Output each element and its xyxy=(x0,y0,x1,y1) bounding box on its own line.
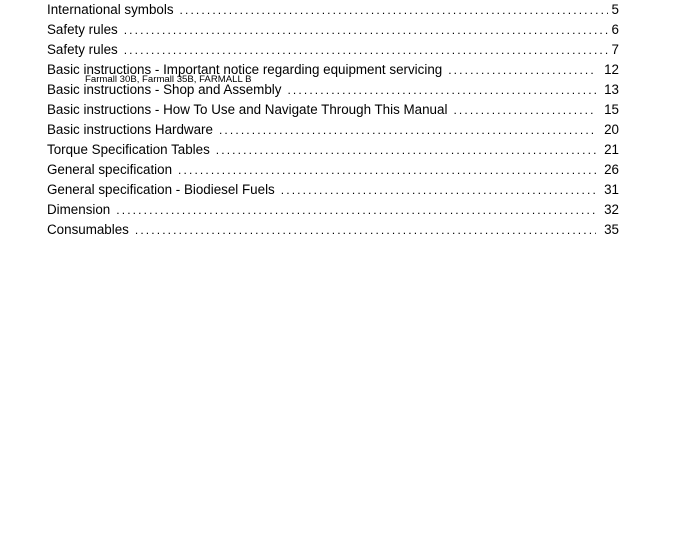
toc-entry-title[interactable]: Basic instructions Hardware xyxy=(47,122,213,137)
toc-entry[interactable] xyxy=(47,180,619,200)
toc-entry[interactable] xyxy=(47,40,619,60)
toc-dot-leader xyxy=(281,180,596,200)
toc-entry[interactable] xyxy=(47,160,619,180)
toc-entry-page[interactable]: 26 xyxy=(604,162,619,177)
toc-entry[interactable] xyxy=(47,220,619,240)
toc-dot-leader xyxy=(287,80,596,100)
toc-entry-title[interactable]: Dimension xyxy=(47,202,111,217)
toc-entry[interactable] xyxy=(47,200,619,220)
toc-entry[interactable] xyxy=(47,140,619,160)
toc-entry[interactable] xyxy=(47,0,619,20)
toc-dot-leader xyxy=(448,60,596,80)
toc-entry-title[interactable]: International symbols xyxy=(47,2,174,17)
toc-dot-leader xyxy=(453,100,596,120)
toc-entry[interactable] xyxy=(47,80,619,100)
toc-entry[interactable] xyxy=(47,120,619,140)
toc-entry-page[interactable]: 12 xyxy=(604,62,619,77)
toc-entry-title[interactable]: Safety rules xyxy=(47,42,118,57)
toc-entry-page[interactable]: 20 xyxy=(604,122,619,137)
toc-entry-page[interactable]: 6 xyxy=(611,22,619,37)
toc-entry-title[interactable]: Consumables xyxy=(47,222,129,237)
toc-entry[interactable] xyxy=(47,100,619,120)
toc-entry-page[interactable]: 5 xyxy=(611,2,619,17)
toc-dot-leader xyxy=(180,0,608,20)
toc-entry-title[interactable]: Safety rules xyxy=(47,22,118,37)
toc-entry-page[interactable]: 13 xyxy=(604,82,619,97)
toc-dot-leader xyxy=(124,20,608,40)
toc-entry-page[interactable]: 31 xyxy=(604,182,619,197)
toc-entry-model-note: Farmall 30B, Farmall 35B, FARMALL B xyxy=(85,74,252,85)
toc-dot-leader xyxy=(135,220,596,240)
toc-entry[interactable] xyxy=(47,20,619,40)
toc-dot-leader xyxy=(116,200,596,220)
toc-entry-title[interactable]: Torque Specification Tables xyxy=(47,142,210,157)
toc-dot-leader xyxy=(124,40,608,60)
toc-entry-title[interactable]: General specification - Biodiesel Fuels xyxy=(47,182,275,197)
toc-entry-page[interactable]: 21 xyxy=(604,142,619,157)
toc-entry-page[interactable]: 7 xyxy=(611,42,619,57)
toc-dot-leader xyxy=(178,160,596,180)
toc-dot-leader xyxy=(216,140,596,160)
table-of-contents xyxy=(47,0,619,240)
toc-entry-title[interactable]: Basic instructions - Shop and Assembly xyxy=(47,82,282,97)
toc-entry-title[interactable]: Basic instructions - How To Use and Navigate Through This Manual xyxy=(47,102,448,117)
toc-entry-page[interactable]: 35 xyxy=(604,222,619,237)
toc-dot-leader xyxy=(219,120,596,140)
toc-entry-title[interactable]: General specification xyxy=(47,162,173,177)
toc-entry-title[interactable]: Basic instructions - Important notice regarding equipment servicing xyxy=(47,62,443,77)
toc-entry-page[interactable]: 15 xyxy=(604,102,619,117)
toc-entry-page[interactable]: 32 xyxy=(604,202,619,217)
